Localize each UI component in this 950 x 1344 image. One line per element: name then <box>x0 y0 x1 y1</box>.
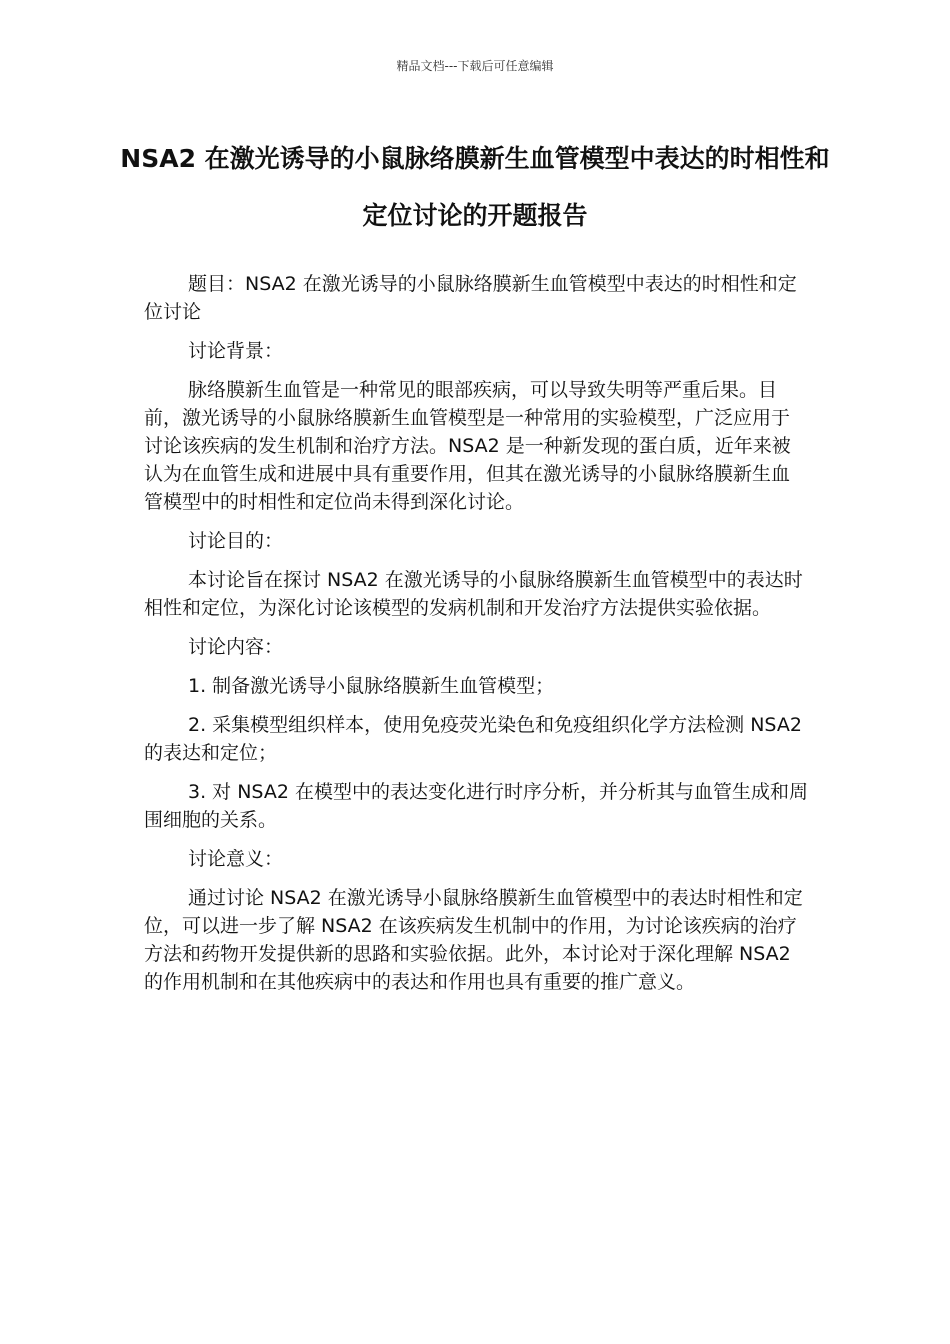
list-item-3: 3. 对 NSA2 在模型中的表达变化进行时序分析，并分析其与血管生成和周围细胞的关系。 <box>144 781 808 831</box>
document-title: NSA2 在激光诱导的小鼠脉络膜新生血管模型中表达的时相性和定位讨论的开题报告 <box>120 144 830 230</box>
header-note: 精品文档---下载后可任意编辑 <box>396 59 554 73</box>
paragraph-significance: 通过讨论 NSA2 在激光诱导小鼠脉络膜新生血管模型中的表达时相性和定位，可以进一步了解 NSA2 在该疾病发生机制中的作用，为讨论该疾病的治疗方法和药物开发提供新的思路和实验依据。此外，本讨论对于深化理解 NSA2 的作用机制和在其他疾病中的表达和作用也具有重要的推广意义。 <box>144 887 803 993</box>
heading-background: 讨论背景： <box>188 340 284 362</box>
paragraph-purpose: 本讨论旨在探讨 NSA2 在激光诱导的小鼠脉络膜新生血管模型中的表达时相性和定位，为深化讨论该模型的发病机制和开发治疗方法提供实验依据。 <box>144 569 803 619</box>
document-body <box>144 270 808 1007</box>
list-item-1: 1. 制备激光诱导小鼠脉络膜新生血管模型； <box>188 675 555 697</box>
heading-content: 讨论内容： <box>188 636 284 658</box>
heading-purpose: 讨论目的： <box>188 530 284 552</box>
list-item-2: 2. 采集模型组织样本，使用免疫荧光染色和免疫组织化学方法检测 NSA2 的表达和定位； <box>144 714 802 764</box>
paragraph-background: 脉络膜新生血管是一种常见的眼部疾病，可以导致失明等严重后果。目前，激光诱导的小鼠脉络膜新生血管模型是一种常用的实验模型，广泛应用于讨论该疾病的发生机制和治疗方法。NSA2 是一种新发现的蛋白质，近年来被认为在血管生成和进展中具有重要作用，但其在激光诱导的小鼠脉络膜新生血管模型中的时相性和定位尚未得到深化讨论。 <box>144 379 791 513</box>
heading-significance: 讨论意义： <box>188 848 284 870</box>
paragraph-topic: 题目：NSA2 在激光诱导的小鼠脉络膜新生血管模型中表达的时相性和定位讨论 <box>144 273 797 323</box>
